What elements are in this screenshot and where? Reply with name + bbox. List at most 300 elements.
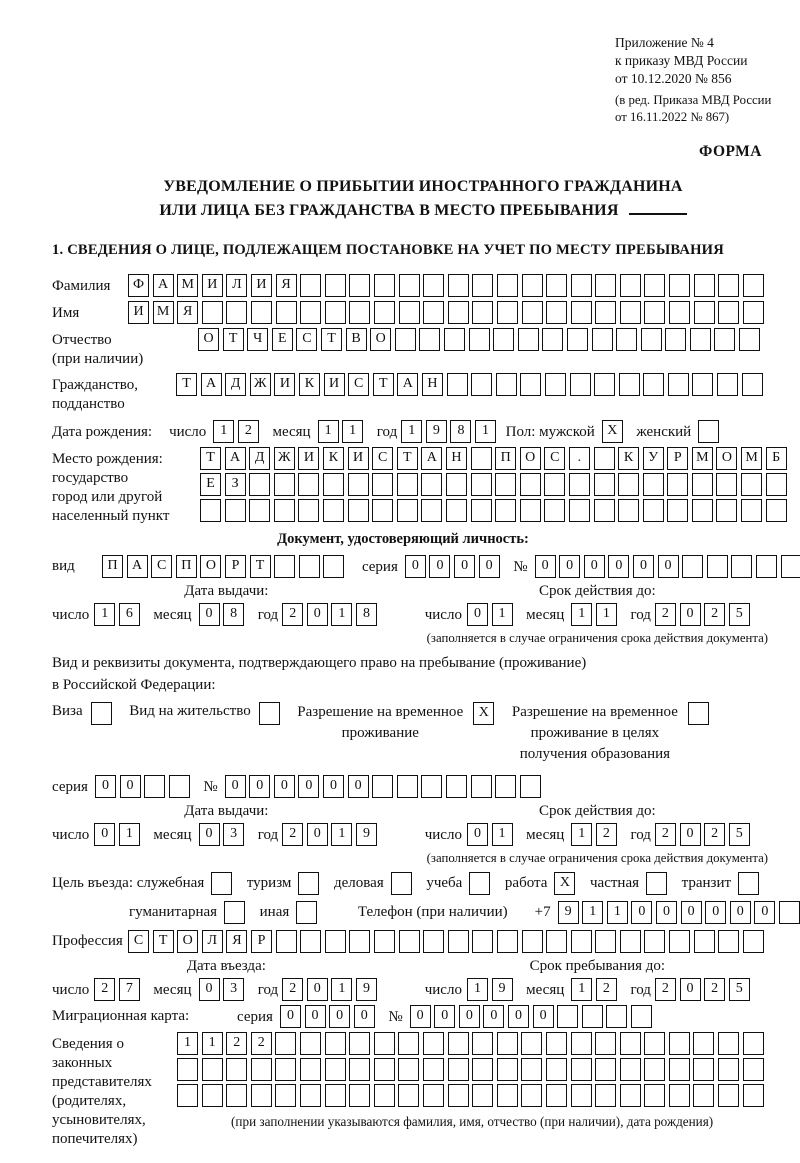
char-cell[interactable] <box>620 1084 641 1107</box>
char-cell[interactable] <box>323 473 344 496</box>
char-cell[interactable] <box>399 930 420 953</box>
char-cell[interactable]: 0 <box>434 1005 455 1028</box>
char-cell[interactable] <box>419 328 440 351</box>
char-cell[interactable] <box>688 702 709 725</box>
char-cell[interactable] <box>718 301 739 324</box>
char-cell[interactable] <box>348 473 369 496</box>
char-cell[interactable] <box>325 1032 346 1055</box>
char-cell[interactable] <box>618 473 639 496</box>
char-cell[interactable] <box>497 274 518 297</box>
residence-permit-checkbox[interactable] <box>259 702 284 725</box>
char-cell[interactable]: И <box>324 373 345 396</box>
char-cell[interactable] <box>349 1032 370 1055</box>
char-cell[interactable]: 0 <box>354 1005 375 1028</box>
char-cell[interactable] <box>374 1032 395 1055</box>
char-cell[interactable]: 0 <box>454 555 475 578</box>
char-cell[interactable]: Л <box>226 274 247 297</box>
char-cell[interactable]: 2 <box>226 1032 247 1055</box>
char-cell[interactable] <box>349 1084 370 1107</box>
char-cell[interactable]: 0 <box>307 603 328 626</box>
char-cell[interactable] <box>259 702 280 725</box>
char-cell[interactable] <box>669 274 690 297</box>
char-cell[interactable] <box>472 1084 493 1107</box>
char-cell[interactable]: 1 <box>119 823 140 846</box>
char-cell[interactable]: 0 <box>754 901 775 924</box>
char-cell[interactable]: И <box>298 447 319 470</box>
char-cell[interactable] <box>682 555 703 578</box>
char-cell[interactable]: 2 <box>596 823 617 846</box>
char-cell[interactable] <box>275 1058 296 1081</box>
char-cell[interactable]: Т <box>373 373 394 396</box>
char-cell[interactable] <box>472 930 493 953</box>
char-cell[interactable] <box>298 872 319 895</box>
char-cell[interactable] <box>594 473 615 496</box>
char-cell[interactable]: В <box>346 328 367 351</box>
char-cell[interactable] <box>665 328 686 351</box>
char-cell[interactable] <box>398 1084 419 1107</box>
char-cell[interactable] <box>495 775 516 798</box>
char-cell[interactable] <box>644 1084 665 1107</box>
char-cell[interactable] <box>300 930 321 953</box>
char-cell[interactable] <box>349 930 370 953</box>
char-cell[interactable]: 5 <box>729 978 750 1001</box>
char-cell[interactable] <box>742 373 763 396</box>
char-cell[interactable] <box>225 499 246 522</box>
char-cell[interactable] <box>398 1058 419 1081</box>
char-cell[interactable]: Т <box>176 373 197 396</box>
char-cell[interactable]: 1 <box>202 1032 223 1055</box>
char-cell[interactable] <box>349 1058 370 1081</box>
char-cell[interactable] <box>714 328 735 351</box>
char-cell[interactable] <box>595 930 616 953</box>
char-cell[interactable] <box>211 872 232 895</box>
char-cell[interactable]: 1 <box>582 901 603 924</box>
char-cell[interactable]: 0 <box>535 555 556 578</box>
char-cell[interactable] <box>620 274 641 297</box>
char-cell[interactable] <box>274 499 295 522</box>
char-cell[interactable] <box>374 274 395 297</box>
char-cell[interactable]: Д <box>225 373 246 396</box>
char-cell[interactable]: 7 <box>119 978 140 1001</box>
char-cell[interactable] <box>669 301 690 324</box>
char-cell[interactable] <box>298 499 319 522</box>
char-cell[interactable] <box>571 1032 592 1055</box>
char-cell[interactable]: Н <box>446 447 467 470</box>
sex-male-checkbox[interactable] <box>602 420 627 443</box>
char-cell[interactable] <box>743 274 764 297</box>
char-cell[interactable]: 1 <box>607 901 628 924</box>
char-cell[interactable] <box>472 301 493 324</box>
char-cell[interactable]: М <box>692 447 713 470</box>
char-cell[interactable] <box>571 1084 592 1107</box>
purpose-official-checkbox[interactable] <box>211 872 236 895</box>
purpose-transit-checkbox[interactable] <box>738 872 763 895</box>
char-cell[interactable]: 0 <box>459 1005 480 1028</box>
char-cell[interactable]: Т <box>250 555 271 578</box>
char-cell[interactable] <box>743 1058 764 1081</box>
char-cell[interactable]: 0 <box>323 775 344 798</box>
char-cell[interactable]: 2 <box>704 978 725 1001</box>
char-cell[interactable]: К <box>299 373 320 396</box>
char-cell[interactable] <box>718 930 739 953</box>
char-cell[interactable] <box>643 499 664 522</box>
char-cell[interactable] <box>471 373 492 396</box>
char-cell[interactable] <box>472 274 493 297</box>
char-cell[interactable] <box>716 473 737 496</box>
char-cell[interactable]: 2 <box>655 603 676 626</box>
char-cell[interactable] <box>471 775 492 798</box>
char-cell[interactable]: 0 <box>199 978 220 1001</box>
char-cell[interactable] <box>495 499 516 522</box>
char-cell[interactable] <box>646 872 667 895</box>
char-cell[interactable] <box>421 473 442 496</box>
char-cell[interactable] <box>718 1032 739 1055</box>
char-cell[interactable] <box>594 447 615 470</box>
char-cell[interactable] <box>620 301 641 324</box>
char-cell[interactable]: Ч <box>247 328 268 351</box>
char-cell[interactable] <box>616 328 637 351</box>
char-cell[interactable] <box>444 328 465 351</box>
char-cell[interactable] <box>300 274 321 297</box>
char-cell[interactable]: 1 <box>331 603 352 626</box>
char-cell[interactable] <box>620 1058 641 1081</box>
char-cell[interactable] <box>275 1084 296 1107</box>
char-cell[interactable]: 0 <box>199 823 220 846</box>
char-cell[interactable] <box>694 274 715 297</box>
char-cell[interactable] <box>707 555 728 578</box>
char-cell[interactable]: 9 <box>492 978 513 1001</box>
char-cell[interactable] <box>471 473 492 496</box>
char-cell[interactable] <box>472 1058 493 1081</box>
char-cell[interactable] <box>571 301 592 324</box>
char-cell[interactable] <box>716 499 737 522</box>
char-cell[interactable] <box>251 1084 272 1107</box>
char-cell[interactable] <box>177 1058 198 1081</box>
char-cell[interactable] <box>644 930 665 953</box>
char-cell[interactable] <box>251 1058 272 1081</box>
char-cell[interactable] <box>325 301 346 324</box>
char-cell[interactable]: З <box>225 473 246 496</box>
char-cell[interactable]: 9 <box>356 978 377 1001</box>
char-cell[interactable] <box>226 1058 247 1081</box>
char-cell[interactable] <box>643 373 664 396</box>
char-cell[interactable] <box>448 301 469 324</box>
char-cell[interactable]: 0 <box>656 901 677 924</box>
char-cell[interactable] <box>325 930 346 953</box>
char-cell[interactable] <box>595 1032 616 1055</box>
char-cell[interactable]: А <box>421 447 442 470</box>
char-cell[interactable] <box>569 473 590 496</box>
char-cell[interactable] <box>423 301 444 324</box>
char-cell[interactable]: X <box>602 420 623 443</box>
char-cell[interactable]: 8 <box>223 603 244 626</box>
char-cell[interactable] <box>594 499 615 522</box>
char-cell[interactable] <box>397 775 418 798</box>
char-cell[interactable] <box>518 328 539 351</box>
char-cell[interactable]: 0 <box>225 775 246 798</box>
char-cell[interactable] <box>300 1032 321 1055</box>
char-cell[interactable] <box>781 555 800 578</box>
char-cell[interactable]: Ф <box>128 274 149 297</box>
char-cell[interactable] <box>594 373 615 396</box>
char-cell[interactable]: 5 <box>729 823 750 846</box>
char-cell[interactable]: Б <box>766 447 787 470</box>
char-cell[interactable] <box>567 328 588 351</box>
char-cell[interactable] <box>692 499 713 522</box>
char-cell[interactable]: 1 <box>596 603 617 626</box>
char-cell[interactable]: Ж <box>250 373 271 396</box>
char-cell[interactable]: 1 <box>571 823 592 846</box>
char-cell[interactable] <box>718 1084 739 1107</box>
char-cell[interactable] <box>692 373 713 396</box>
char-cell[interactable] <box>520 373 541 396</box>
char-cell[interactable] <box>200 499 221 522</box>
char-cell[interactable] <box>595 1058 616 1081</box>
char-cell[interactable]: 2 <box>238 420 259 443</box>
char-cell[interactable] <box>595 274 616 297</box>
char-cell[interactable] <box>620 930 641 953</box>
char-cell[interactable]: Т <box>321 328 342 351</box>
char-cell[interactable]: П <box>495 447 516 470</box>
char-cell[interactable] <box>571 274 592 297</box>
char-cell[interactable] <box>520 775 541 798</box>
char-cell[interactable] <box>521 1032 542 1055</box>
char-cell[interactable]: О <box>177 930 198 953</box>
char-cell[interactable] <box>546 1032 567 1055</box>
char-cell[interactable] <box>469 872 490 895</box>
char-cell[interactable] <box>325 1084 346 1107</box>
char-cell[interactable] <box>693 1058 714 1081</box>
char-cell[interactable] <box>323 555 344 578</box>
char-cell[interactable]: К <box>323 447 344 470</box>
char-cell[interactable]: 1 <box>94 603 115 626</box>
char-cell[interactable] <box>571 1058 592 1081</box>
char-cell[interactable]: 3 <box>223 823 244 846</box>
char-cell[interactable]: К <box>618 447 639 470</box>
char-cell[interactable]: Р <box>225 555 246 578</box>
char-cell[interactable]: Н <box>422 373 443 396</box>
char-cell[interactable]: 0 <box>730 901 751 924</box>
char-cell[interactable] <box>169 775 190 798</box>
char-cell[interactable]: 0 <box>633 555 654 578</box>
char-cell[interactable]: 0 <box>681 901 702 924</box>
char-cell[interactable]: 1 <box>401 420 422 443</box>
char-cell[interactable] <box>497 930 518 953</box>
purpose-study-checkbox[interactable] <box>469 872 494 895</box>
char-cell[interactable] <box>421 775 442 798</box>
char-cell[interactable] <box>497 1084 518 1107</box>
char-cell[interactable]: О <box>520 447 541 470</box>
char-cell[interactable]: 0 <box>199 603 220 626</box>
char-cell[interactable] <box>423 274 444 297</box>
char-cell[interactable] <box>423 1084 444 1107</box>
char-cell[interactable] <box>618 499 639 522</box>
char-cell[interactable] <box>546 1058 567 1081</box>
char-cell[interactable]: Л <box>202 930 223 953</box>
char-cell[interactable] <box>631 1005 652 1028</box>
char-cell[interactable]: 0 <box>559 555 580 578</box>
char-cell[interactable]: А <box>127 555 148 578</box>
char-cell[interactable] <box>582 1005 603 1028</box>
char-cell[interactable]: 0 <box>280 1005 301 1028</box>
char-cell[interactable] <box>667 499 688 522</box>
char-cell[interactable] <box>766 499 787 522</box>
char-cell[interactable] <box>690 328 711 351</box>
char-cell[interactable]: Р <box>251 930 272 953</box>
char-cell[interactable]: 0 <box>467 603 488 626</box>
char-cell[interactable] <box>520 499 541 522</box>
char-cell[interactable]: П <box>176 555 197 578</box>
char-cell[interactable]: 0 <box>94 823 115 846</box>
char-cell[interactable]: А <box>201 373 222 396</box>
char-cell[interactable] <box>397 473 418 496</box>
char-cell[interactable]: О <box>370 328 391 351</box>
char-cell[interactable] <box>779 901 800 924</box>
char-cell[interactable] <box>249 473 270 496</box>
char-cell[interactable] <box>226 1084 247 1107</box>
char-cell[interactable] <box>496 373 517 396</box>
char-cell[interactable] <box>274 473 295 496</box>
purpose-work-checkbox[interactable] <box>554 872 579 895</box>
char-cell[interactable] <box>756 555 777 578</box>
sex-female-checkbox[interactable] <box>698 420 723 443</box>
char-cell[interactable] <box>300 1084 321 1107</box>
char-cell[interactable] <box>644 1032 665 1055</box>
char-cell[interactable] <box>542 328 563 351</box>
char-cell[interactable] <box>698 420 719 443</box>
char-cell[interactable] <box>738 872 759 895</box>
char-cell[interactable]: 1 <box>342 420 363 443</box>
char-cell[interactable]: 9 <box>558 901 579 924</box>
char-cell[interactable] <box>423 930 444 953</box>
char-cell[interactable]: 1 <box>475 420 496 443</box>
char-cell[interactable]: М <box>741 447 762 470</box>
char-cell[interactable]: . <box>569 447 590 470</box>
char-cell[interactable] <box>300 1058 321 1081</box>
char-cell[interactable] <box>276 301 297 324</box>
purpose-tourism-checkbox[interactable] <box>298 872 323 895</box>
char-cell[interactable] <box>743 930 764 953</box>
char-cell[interactable]: 0 <box>608 555 629 578</box>
char-cell[interactable] <box>399 274 420 297</box>
char-cell[interactable]: 1 <box>492 823 513 846</box>
char-cell[interactable] <box>557 1005 578 1028</box>
char-cell[interactable]: 0 <box>658 555 679 578</box>
char-cell[interactable] <box>202 1058 223 1081</box>
char-cell[interactable]: 0 <box>429 555 450 578</box>
char-cell[interactable]: О <box>716 447 737 470</box>
char-cell[interactable]: И <box>348 447 369 470</box>
char-cell[interactable] <box>274 555 295 578</box>
char-cell[interactable] <box>522 274 543 297</box>
char-cell[interactable] <box>522 930 543 953</box>
char-cell[interactable] <box>423 1058 444 1081</box>
char-cell[interactable]: 0 <box>631 901 652 924</box>
char-cell[interactable] <box>374 301 395 324</box>
char-cell[interactable] <box>592 328 613 351</box>
char-cell[interactable] <box>644 274 665 297</box>
purpose-business-checkbox[interactable] <box>391 872 416 895</box>
char-cell[interactable] <box>372 499 393 522</box>
char-cell[interactable] <box>471 447 492 470</box>
char-cell[interactable]: 0 <box>95 775 116 798</box>
char-cell[interactable] <box>606 1005 627 1028</box>
char-cell[interactable]: 1 <box>571 603 592 626</box>
char-cell[interactable] <box>546 301 567 324</box>
char-cell[interactable] <box>571 930 592 953</box>
char-cell[interactable]: 0 <box>249 775 270 798</box>
char-cell[interactable] <box>595 301 616 324</box>
char-cell[interactable]: 1 <box>571 978 592 1001</box>
char-cell[interactable]: 2 <box>704 823 725 846</box>
char-cell[interactable]: М <box>153 301 174 324</box>
char-cell[interactable] <box>694 930 715 953</box>
char-cell[interactable] <box>298 473 319 496</box>
char-cell[interactable] <box>202 1084 223 1107</box>
char-cell[interactable] <box>446 499 467 522</box>
char-cell[interactable]: 0 <box>705 901 726 924</box>
char-cell[interactable]: 0 <box>120 775 141 798</box>
char-cell[interactable]: Я <box>177 301 198 324</box>
char-cell[interactable]: Ж <box>274 447 295 470</box>
char-cell[interactable] <box>743 1084 764 1107</box>
char-cell[interactable]: 0 <box>298 775 319 798</box>
char-cell[interactable] <box>372 473 393 496</box>
char-cell[interactable] <box>692 473 713 496</box>
char-cell[interactable]: Т <box>200 447 221 470</box>
char-cell[interactable]: С <box>372 447 393 470</box>
char-cell[interactable] <box>144 775 165 798</box>
char-cell[interactable] <box>249 499 270 522</box>
char-cell[interactable]: 0 <box>467 823 488 846</box>
char-cell[interactable] <box>224 901 245 924</box>
char-cell[interactable]: Т <box>153 930 174 953</box>
char-cell[interactable] <box>448 1084 469 1107</box>
char-cell[interactable] <box>546 930 567 953</box>
char-cell[interactable] <box>296 901 317 924</box>
char-cell[interactable] <box>325 1058 346 1081</box>
char-cell[interactable]: О <box>198 328 219 351</box>
char-cell[interactable]: 0 <box>305 1005 326 1028</box>
char-cell[interactable]: Р <box>667 447 688 470</box>
char-cell[interactable] <box>694 301 715 324</box>
char-cell[interactable]: 0 <box>348 775 369 798</box>
char-cell[interactable] <box>300 301 321 324</box>
char-cell[interactable] <box>520 473 541 496</box>
char-cell[interactable] <box>276 930 297 953</box>
char-cell[interactable]: 2 <box>94 978 115 1001</box>
char-cell[interactable] <box>448 1032 469 1055</box>
char-cell[interactable]: И <box>128 301 149 324</box>
char-cell[interactable] <box>521 1058 542 1081</box>
char-cell[interactable] <box>643 473 664 496</box>
char-cell[interactable]: 0 <box>307 823 328 846</box>
char-cell[interactable]: 3 <box>223 978 244 1001</box>
char-cell[interactable]: 0 <box>329 1005 350 1028</box>
char-cell[interactable]: 1 <box>177 1032 198 1055</box>
char-cell[interactable] <box>421 499 442 522</box>
char-cell[interactable]: А <box>397 373 418 396</box>
char-cell[interactable]: 9 <box>426 420 447 443</box>
temp-residence-checkbox[interactable] <box>473 702 498 725</box>
char-cell[interactable]: О <box>200 555 221 578</box>
char-cell[interactable]: Е <box>272 328 293 351</box>
char-cell[interactable]: Д <box>249 447 270 470</box>
char-cell[interactable] <box>472 1032 493 1055</box>
char-cell[interactable] <box>251 301 272 324</box>
char-cell[interactable] <box>570 373 591 396</box>
char-cell[interactable] <box>717 373 738 396</box>
